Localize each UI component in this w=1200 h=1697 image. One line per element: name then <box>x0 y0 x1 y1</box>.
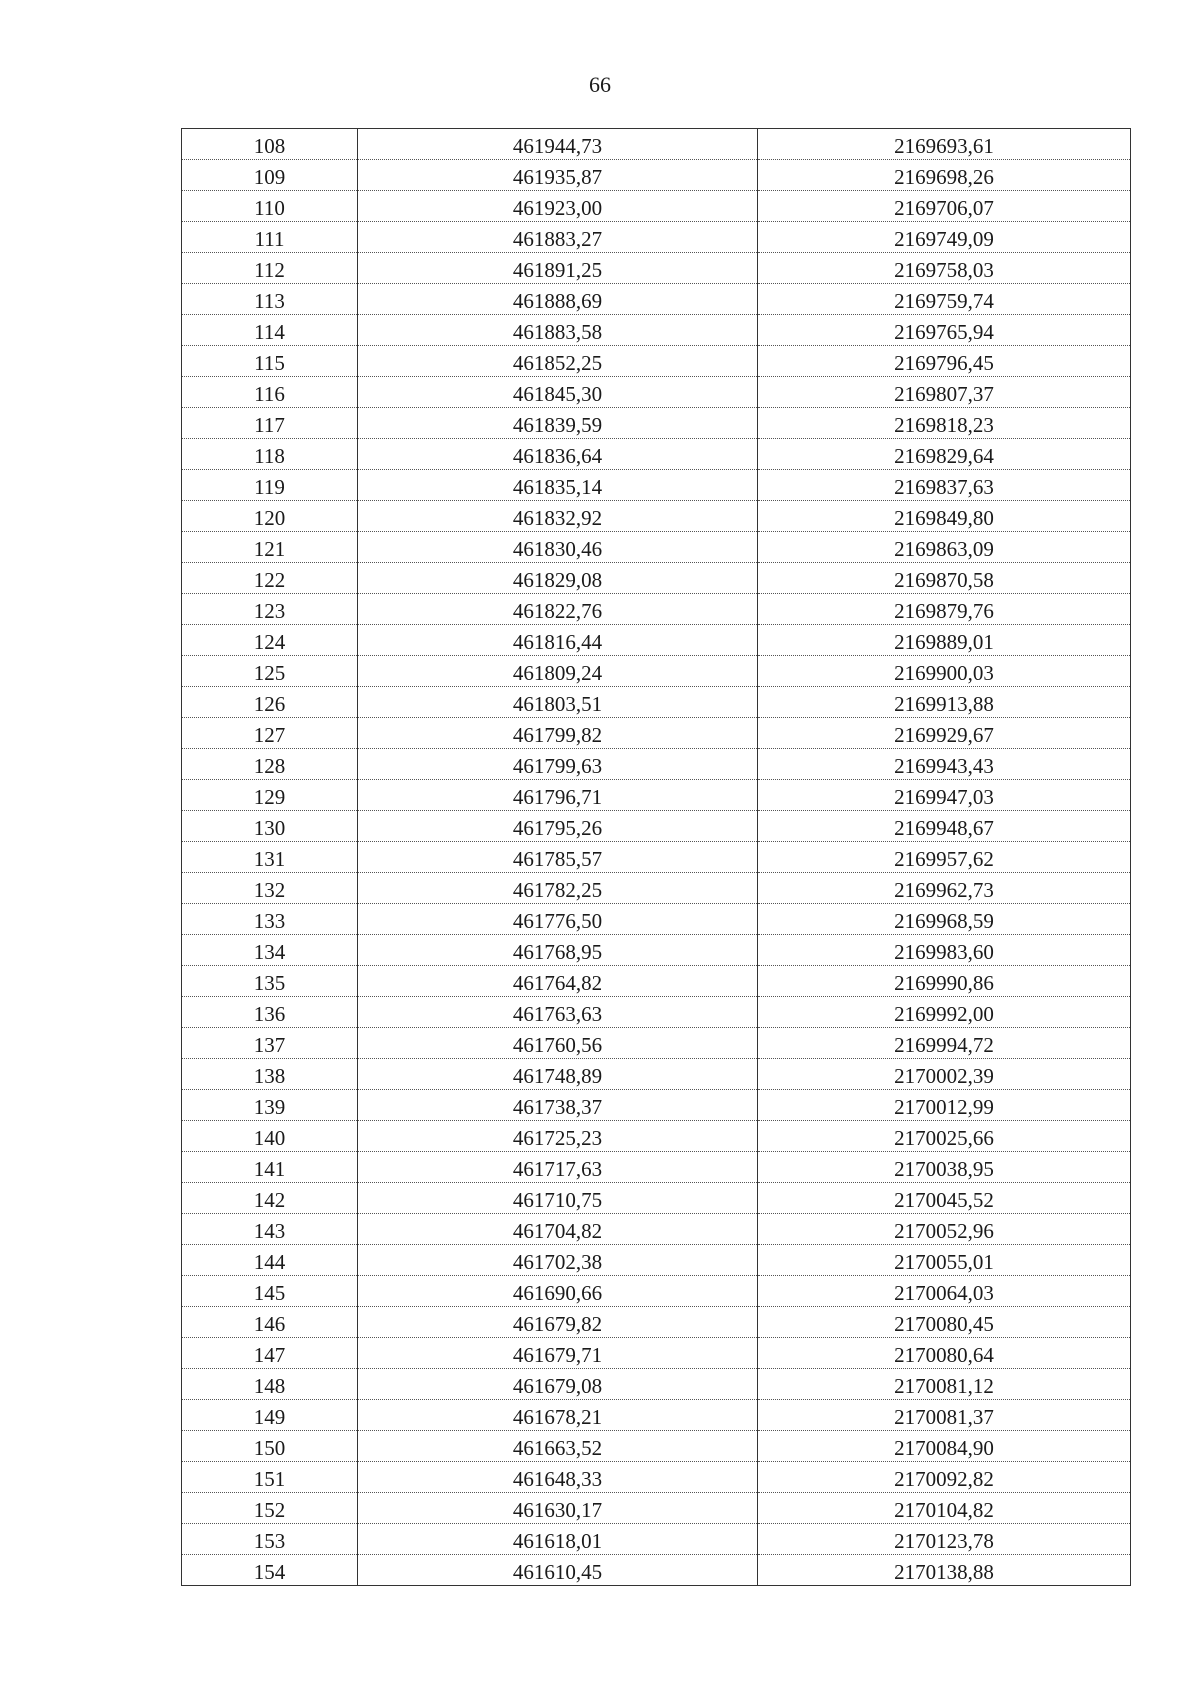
table-row <box>182 284 1131 315</box>
table-row <box>182 1462 1131 1493</box>
table-row <box>182 749 1131 780</box>
point-number-cell: 131 <box>182 842 358 873</box>
y-coordinate-cell: 2169929,67 <box>758 718 1131 749</box>
y-coordinate-cell: 2169994,72 <box>758 1028 1131 1059</box>
point-number-cell: 115 <box>182 346 358 377</box>
table-row <box>182 687 1131 718</box>
point-number-cell: 149 <box>182 1400 358 1431</box>
x-coordinate-cell: 461785,57 <box>358 842 758 873</box>
table-row <box>182 1059 1131 1090</box>
point-number-cell: 120 <box>182 501 358 532</box>
point-number-cell: 119 <box>182 470 358 501</box>
table-row <box>182 408 1131 439</box>
x-coordinate-cell: 461852,25 <box>358 346 758 377</box>
coordinates-table <box>181 128 1131 1586</box>
y-coordinate-cell: 2169758,03 <box>758 253 1131 284</box>
table-row <box>182 1493 1131 1524</box>
point-number-cell: 143 <box>182 1214 358 1245</box>
y-coordinate-cell: 2170064,03 <box>758 1276 1131 1307</box>
y-coordinate-cell: 2170002,39 <box>758 1059 1131 1090</box>
table-row <box>182 594 1131 625</box>
y-coordinate-cell: 2169765,94 <box>758 315 1131 346</box>
x-coordinate-cell: 461630,17 <box>358 1493 758 1524</box>
x-coordinate-cell: 461748,89 <box>358 1059 758 1090</box>
y-coordinate-cell: 2169943,43 <box>758 749 1131 780</box>
point-number-cell: 122 <box>182 563 358 594</box>
y-coordinate-cell: 2170052,96 <box>758 1214 1131 1245</box>
x-coordinate-cell: 461883,27 <box>358 222 758 253</box>
x-coordinate-cell: 461764,82 <box>358 966 758 997</box>
y-coordinate-cell: 2169749,09 <box>758 222 1131 253</box>
point-number-cell: 123 <box>182 594 358 625</box>
point-number-cell: 125 <box>182 656 358 687</box>
point-number-cell: 148 <box>182 1369 358 1400</box>
x-coordinate-cell: 461822,76 <box>358 594 758 625</box>
table-row <box>182 377 1131 408</box>
y-coordinate-cell: 2170084,90 <box>758 1431 1131 1462</box>
point-number-cell: 127 <box>182 718 358 749</box>
point-number-cell: 138 <box>182 1059 358 1090</box>
y-coordinate-cell: 2170138,88 <box>758 1555 1131 1586</box>
page-number: 66 <box>589 72 611 97</box>
y-coordinate-cell: 2170092,82 <box>758 1462 1131 1493</box>
table-row <box>182 904 1131 935</box>
table-row <box>182 656 1131 687</box>
table-row <box>182 811 1131 842</box>
y-coordinate-cell: 2169807,37 <box>758 377 1131 408</box>
table-row <box>182 1090 1131 1121</box>
y-coordinate-cell: 2170012,99 <box>758 1090 1131 1121</box>
x-coordinate-cell: 461796,71 <box>358 780 758 811</box>
table-row <box>182 1369 1131 1400</box>
x-coordinate-cell: 461829,08 <box>358 563 758 594</box>
point-number-cell: 134 <box>182 935 358 966</box>
point-number-cell: 126 <box>182 687 358 718</box>
table-row <box>182 160 1131 191</box>
y-coordinate-cell: 2170081,12 <box>758 1369 1131 1400</box>
point-number-cell: 146 <box>182 1307 358 1338</box>
x-coordinate-cell: 461663,52 <box>358 1431 758 1462</box>
table-row <box>182 253 1131 284</box>
y-coordinate-cell: 2170123,78 <box>758 1524 1131 1555</box>
x-coordinate-cell: 461816,44 <box>358 625 758 656</box>
x-coordinate-cell: 461776,50 <box>358 904 758 935</box>
table-row <box>182 470 1131 501</box>
point-number-cell: 108 <box>182 129 358 160</box>
x-coordinate-cell: 461704,82 <box>358 1214 758 1245</box>
point-number-cell: 136 <box>182 997 358 1028</box>
y-coordinate-cell: 2169913,88 <box>758 687 1131 718</box>
y-coordinate-cell: 2169706,07 <box>758 191 1131 222</box>
x-coordinate-cell: 461763,63 <box>358 997 758 1028</box>
table-row <box>182 1555 1131 1586</box>
x-coordinate-cell: 461891,25 <box>358 253 758 284</box>
x-coordinate-cell: 461799,82 <box>358 718 758 749</box>
table-row <box>182 1152 1131 1183</box>
x-coordinate-cell: 461679,82 <box>358 1307 758 1338</box>
point-number-cell: 144 <box>182 1245 358 1276</box>
y-coordinate-cell: 2170025,66 <box>758 1121 1131 1152</box>
x-coordinate-cell: 461678,21 <box>358 1400 758 1431</box>
table-row <box>182 563 1131 594</box>
x-coordinate-cell: 461690,66 <box>358 1276 758 1307</box>
x-coordinate-cell: 461839,59 <box>358 408 758 439</box>
table-row <box>182 997 1131 1028</box>
y-coordinate-cell: 2169968,59 <box>758 904 1131 935</box>
point-number-cell: 121 <box>182 532 358 563</box>
x-coordinate-cell: 461809,24 <box>358 656 758 687</box>
table-row <box>182 1028 1131 1059</box>
table-row <box>182 501 1131 532</box>
y-coordinate-cell: 2169863,09 <box>758 532 1131 563</box>
table-row <box>182 966 1131 997</box>
point-number-cell: 147 <box>182 1338 358 1369</box>
x-coordinate-cell: 461944,73 <box>358 129 758 160</box>
point-number-cell: 109 <box>182 160 358 191</box>
x-coordinate-cell: 461799,63 <box>358 749 758 780</box>
table-row <box>182 191 1131 222</box>
table-row <box>182 1245 1131 1276</box>
point-number-cell: 110 <box>182 191 358 222</box>
table-row <box>182 1431 1131 1462</box>
x-coordinate-cell: 461835,14 <box>358 470 758 501</box>
table-row <box>182 842 1131 873</box>
table-row <box>182 1276 1131 1307</box>
x-coordinate-cell: 461725,23 <box>358 1121 758 1152</box>
point-number-cell: 117 <box>182 408 358 439</box>
y-coordinate-cell: 2169837,63 <box>758 470 1131 501</box>
x-coordinate-cell: 461803,51 <box>358 687 758 718</box>
x-coordinate-cell: 461923,00 <box>358 191 758 222</box>
x-coordinate-cell: 461883,58 <box>358 315 758 346</box>
point-number-cell: 113 <box>182 284 358 315</box>
table-row <box>182 532 1131 563</box>
y-coordinate-cell: 2169698,26 <box>758 160 1131 191</box>
y-coordinate-cell: 2169990,86 <box>758 966 1131 997</box>
x-coordinate-cell: 461832,92 <box>358 501 758 532</box>
x-coordinate-cell: 461717,63 <box>358 1152 758 1183</box>
y-coordinate-cell: 2169870,58 <box>758 563 1131 594</box>
y-coordinate-cell: 2169796,45 <box>758 346 1131 377</box>
x-coordinate-cell: 461648,33 <box>358 1462 758 1493</box>
table-row <box>182 222 1131 253</box>
point-number-cell: 124 <box>182 625 358 656</box>
table-row <box>182 1400 1131 1431</box>
table-row <box>182 439 1131 470</box>
y-coordinate-cell: 2169962,73 <box>758 873 1131 904</box>
y-coordinate-cell: 2169759,74 <box>758 284 1131 315</box>
point-number-cell: 118 <box>182 439 358 470</box>
point-number-cell: 135 <box>182 966 358 997</box>
y-coordinate-cell: 2170080,64 <box>758 1338 1131 1369</box>
point-number-cell: 111 <box>182 222 358 253</box>
y-coordinate-cell: 2169983,60 <box>758 935 1131 966</box>
point-number-cell: 132 <box>182 873 358 904</box>
table-row <box>182 780 1131 811</box>
point-number-cell: 150 <box>182 1431 358 1462</box>
x-coordinate-cell: 461679,08 <box>358 1369 758 1400</box>
table-row <box>182 129 1131 160</box>
table-row <box>182 1307 1131 1338</box>
table-row <box>182 625 1131 656</box>
y-coordinate-cell: 2170104,82 <box>758 1493 1131 1524</box>
coordinates-table-body <box>182 129 1131 1586</box>
table-row <box>182 1524 1131 1555</box>
point-number-cell: 139 <box>182 1090 358 1121</box>
point-number-cell: 152 <box>182 1493 358 1524</box>
x-coordinate-cell: 461679,71 <box>358 1338 758 1369</box>
x-coordinate-cell: 461710,75 <box>358 1183 758 1214</box>
x-coordinate-cell: 461618,01 <box>358 1524 758 1555</box>
x-coordinate-cell: 461738,37 <box>358 1090 758 1121</box>
point-number-cell: 141 <box>182 1152 358 1183</box>
table-row <box>182 718 1131 749</box>
y-coordinate-cell: 2169947,03 <box>758 780 1131 811</box>
point-number-cell: 133 <box>182 904 358 935</box>
x-coordinate-cell: 461782,25 <box>358 873 758 904</box>
table-row <box>182 1214 1131 1245</box>
table-row <box>182 1338 1131 1369</box>
point-number-cell: 128 <box>182 749 358 780</box>
y-coordinate-cell: 2169900,03 <box>758 656 1131 687</box>
y-coordinate-cell: 2170080,45 <box>758 1307 1131 1338</box>
table-row <box>182 346 1131 377</box>
point-number-cell: 140 <box>182 1121 358 1152</box>
point-number-cell: 137 <box>182 1028 358 1059</box>
y-coordinate-cell: 2169829,64 <box>758 439 1131 470</box>
point-number-cell: 145 <box>182 1276 358 1307</box>
y-coordinate-cell: 2169992,00 <box>758 997 1131 1028</box>
point-number-cell: 154 <box>182 1555 358 1586</box>
x-coordinate-cell: 461610,45 <box>358 1555 758 1586</box>
x-coordinate-cell: 461836,64 <box>358 439 758 470</box>
table-row <box>182 1121 1131 1152</box>
point-number-cell: 116 <box>182 377 358 408</box>
x-coordinate-cell: 461935,87 <box>358 160 758 191</box>
point-number-cell: 151 <box>182 1462 358 1493</box>
y-coordinate-cell: 2170055,01 <box>758 1245 1131 1276</box>
table-row <box>182 1183 1131 1214</box>
x-coordinate-cell: 461888,69 <box>358 284 758 315</box>
point-number-cell: 112 <box>182 253 358 284</box>
point-number-cell: 153 <box>182 1524 358 1555</box>
y-coordinate-cell: 2170045,52 <box>758 1183 1131 1214</box>
x-coordinate-cell: 461760,56 <box>358 1028 758 1059</box>
y-coordinate-cell: 2169849,80 <box>758 501 1131 532</box>
table-row <box>182 315 1131 346</box>
y-coordinate-cell: 2170081,37 <box>758 1400 1131 1431</box>
x-coordinate-cell: 461830,46 <box>358 532 758 563</box>
table-row <box>182 873 1131 904</box>
y-coordinate-cell: 2169957,62 <box>758 842 1131 873</box>
x-coordinate-cell: 461845,30 <box>358 377 758 408</box>
point-number-cell: 130 <box>182 811 358 842</box>
point-number-cell: 129 <box>182 780 358 811</box>
y-coordinate-cell: 2169948,67 <box>758 811 1131 842</box>
y-coordinate-cell: 2169693,61 <box>758 129 1131 160</box>
y-coordinate-cell: 2169879,76 <box>758 594 1131 625</box>
x-coordinate-cell: 461702,38 <box>358 1245 758 1276</box>
x-coordinate-cell: 461768,95 <box>358 935 758 966</box>
x-coordinate-cell: 461795,26 <box>358 811 758 842</box>
table-row <box>182 935 1131 966</box>
y-coordinate-cell: 2169818,23 <box>758 408 1131 439</box>
point-number-cell: 142 <box>182 1183 358 1214</box>
point-number-cell: 114 <box>182 315 358 346</box>
y-coordinate-cell: 2170038,95 <box>758 1152 1131 1183</box>
y-coordinate-cell: 2169889,01 <box>758 625 1131 656</box>
